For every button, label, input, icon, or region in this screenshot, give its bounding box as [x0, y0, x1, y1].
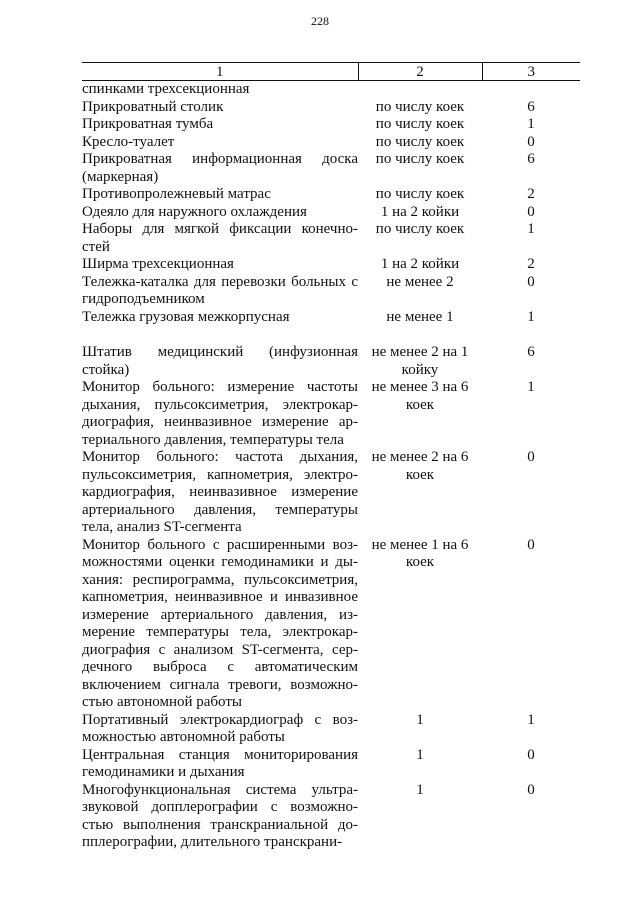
column-header-1: 1: [82, 63, 358, 81]
equipment-name: Портативный электрокардиограф с воз-можностью автономной работы: [82, 711, 358, 745]
equipment-name: Штатив медицинский (инфузионная стойка): [82, 344, 358, 378]
equipment-value: 0: [527, 449, 535, 465]
equipment-name: Прикроватная тумба: [82, 116, 214, 132]
table-row: [82, 81, 580, 99]
table-row: [82, 537, 580, 712]
table-header-row: [82, 63, 580, 81]
table-row: [82, 99, 580, 117]
equipment-quantity: по числу коек: [375, 98, 465, 115]
equipment-value: 0: [527, 781, 535, 798]
equipment-quantity: по числу коек: [375, 133, 465, 150]
equipment-quantity: по числу коек: [375, 116, 465, 132]
equipment-quantity: 1: [416, 781, 424, 798]
equipment-value: 1: [527, 116, 535, 132]
column-header-3: 3: [482, 63, 580, 81]
equipment-value: 0: [527, 536, 535, 553]
equipment-value: 0: [527, 133, 535, 150]
table-row: [82, 449, 580, 537]
column-header-2: 2: [358, 63, 482, 81]
equipment-value: 1: [527, 221, 535, 237]
table-row: [82, 309, 580, 327]
equipment-name: Центральная станция мониторирования гемодинамики и дыхания: [82, 746, 358, 780]
equipment-name: спинками трехсекционная: [82, 81, 250, 97]
equipment-name: Прикроватная информационная доска (маркерная): [82, 151, 358, 185]
table-row: [82, 116, 580, 134]
equipment-value: 6: [527, 98, 535, 115]
equipment-value: 6: [527, 151, 535, 167]
equipment-quantity: 1: [416, 711, 424, 728]
equipment-value: 0: [527, 273, 535, 290]
equipment-value: 1: [527, 379, 535, 395]
equipment-quantity: [358, 81, 482, 99]
table-row: [82, 344, 580, 379]
equipment-quantity: по числу коек: [375, 151, 465, 167]
equipment-value: 2: [527, 256, 535, 272]
equipment-table: [82, 62, 580, 852]
equipment-name: [82, 326, 358, 344]
equipment-value: [482, 326, 580, 344]
equipment-value: 2: [527, 186, 535, 202]
equipment-value: [482, 81, 580, 99]
equipment-quantity: не менее 2 на 1 койку: [371, 344, 469, 378]
table-row: [82, 151, 580, 186]
equipment-quantity: по числу коек: [375, 186, 465, 202]
equipment-name: Монитор больного с расширенными воз-можностями оценки гемодинамики и ды-хания: респирограмма, пульсоксиметрия, капнометрия, неинвазивное и инвазивное измерение артериального давления, из-мерение температуры тела, электрокар-диография с анализом ST-сегмента, сер-дечного выброса с автоматическим включением сигнала тревоги, возможно-стью автономной работы: [82, 536, 358, 710]
equipment-quantity: 1 на 2 койки: [380, 203, 460, 220]
table-row: [82, 274, 580, 309]
equipment-name: Многофункциональная система ультра-звуковой допплерографии с возможно-стью выполнения транскраниальной до-пплерографии, длительного транскрани-: [82, 781, 358, 850]
equipment-value: 0: [527, 203, 535, 220]
equipment-quantity: не менее 1 на 6 коек: [371, 536, 469, 570]
table-row: [82, 221, 580, 256]
table-row: [82, 134, 580, 152]
equipment-quantity: 1: [416, 746, 424, 763]
page-number: 228: [311, 14, 329, 28]
equipment-name: Одеяло для наружного охлаждения: [82, 203, 307, 220]
table-row: [82, 782, 580, 852]
table-row: [82, 204, 580, 222]
equipment-quantity: не менее 1: [386, 308, 454, 325]
equipment-name: Прикроватный столик: [82, 98, 224, 115]
equipment-quantity: не менее 2 на 6 коек: [371, 449, 469, 483]
equipment-value: 0: [527, 746, 535, 763]
equipment-name: Кресло-туалет: [82, 133, 175, 150]
table-row-spacer: [82, 326, 580, 344]
equipment-value: 1: [527, 308, 535, 325]
table-row: [82, 712, 580, 747]
table-row: [82, 379, 580, 449]
equipment-name: Наборы для мягкой фиксации конечно-стей: [82, 221, 358, 255]
equipment-quantity: не менее 3 на 6 коек: [371, 379, 469, 413]
table-row: [82, 186, 580, 204]
equipment-quantity: по числу коек: [375, 221, 465, 237]
equipment-quantity: 1 на 2 койки: [380, 256, 460, 272]
equipment-value: 1: [527, 711, 535, 728]
equipment-name: Монитор больного: частота дыхания, пульсоксиметрия, капнометрия, электро-кардиография, неинвазивное измерение артериального давления, температуры тела, анализ ST-сегмента: [82, 449, 358, 535]
equipment-quantity: не менее 2: [386, 273, 454, 290]
equipment-name: Ширма трехсекционная: [82, 256, 234, 272]
equipment-name: Тележка грузовая межкорпусная: [82, 308, 290, 325]
table-row: [82, 747, 580, 782]
equipment-value: 6: [527, 344, 535, 360]
equipment-name: Тележка-каталка для перевозки больных с гидроподъемником: [82, 273, 358, 307]
equipment-name: Монитор больного: измерение частоты дыхания, пульсоксиметрия, электрокар-диография, неинвазивное измерение ар-териального давления, температуры тела: [82, 379, 358, 448]
equipment-quantity: [358, 326, 482, 344]
equipment-name: Противопролежневый матрас: [82, 186, 271, 202]
table-row: [82, 256, 580, 274]
